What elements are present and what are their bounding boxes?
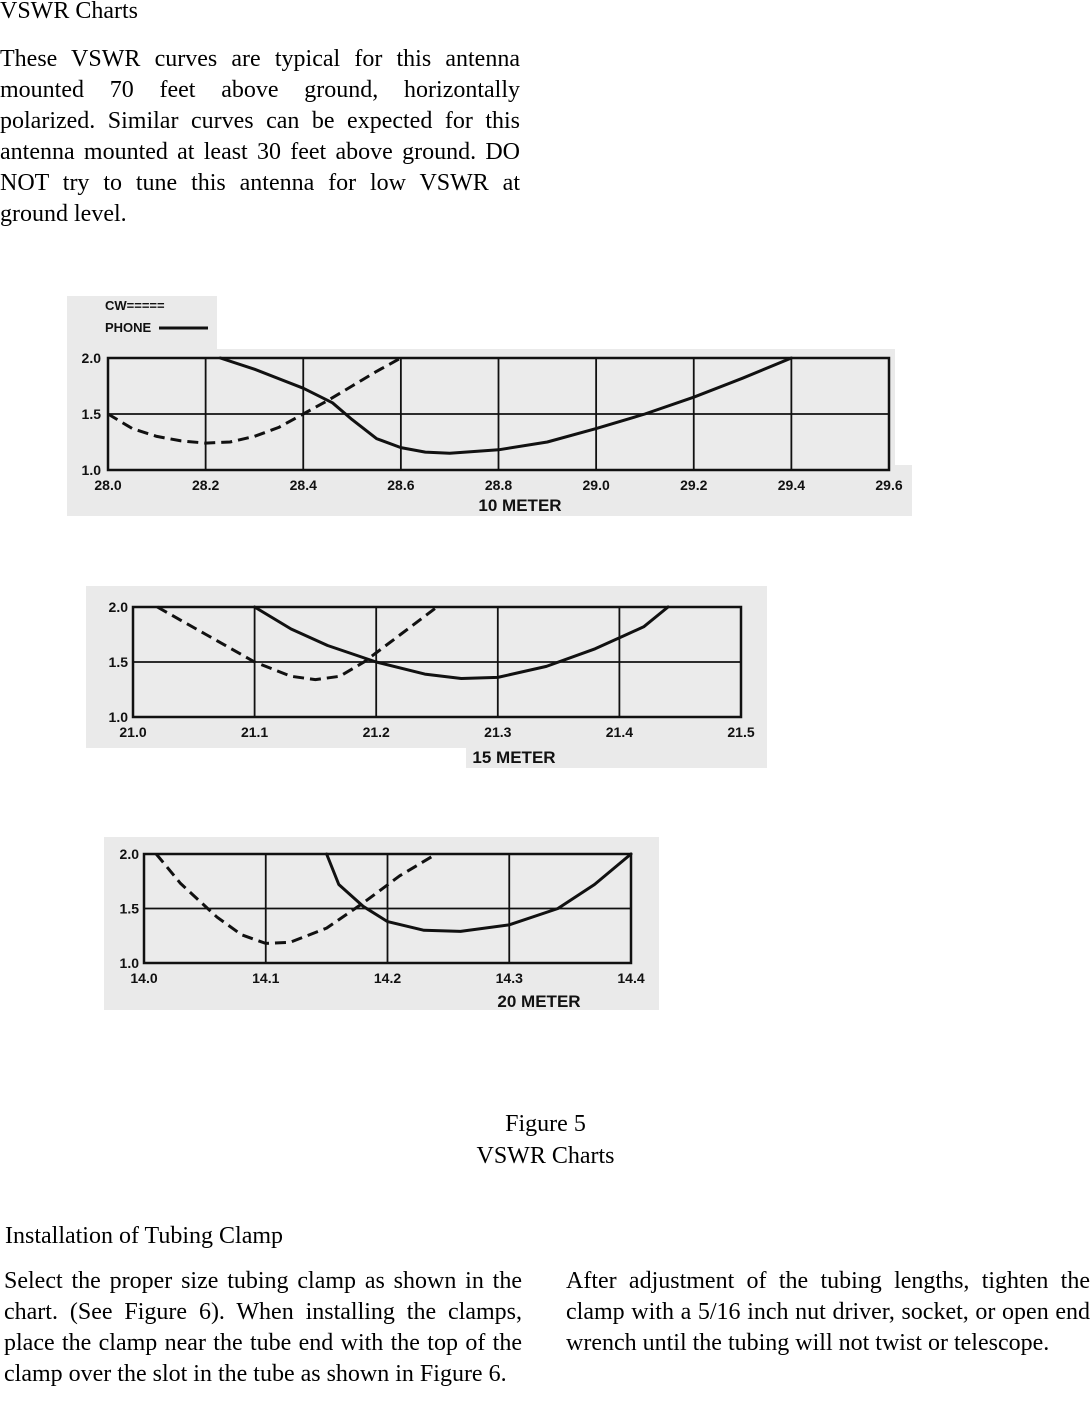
y-tick-label: 1.0 — [119, 955, 139, 971]
x-tick-label: 28.6 — [387, 477, 415, 493]
x-tick-label: 14.2 — [373, 970, 402, 986]
clamp-paragraph-right: After adjustment of the tubing lengths, tighten the clamp with a 5/16 inch nut driver, socket, or open end wrench until the tubing will not twist or telescope. — [566, 1268, 1090, 1356]
y-tick-label: 1.5 — [81, 406, 101, 422]
x-tick-label: 21.4 — [605, 724, 634, 740]
legend-phone-label: PHONE — [105, 320, 152, 335]
x-tick-label: 29.4 — [777, 477, 805, 493]
x-tick-label: 21.3 — [484, 724, 512, 740]
section-heading-tubing-clamp: Installation of Tubing Clamp — [5, 1223, 284, 1249]
intro-paragraph: These VSWR curves are typical for this antenna mounted 70 feet above ground, horizontally polarized. Similar curves can be expected for this antenna mounted at least 30 feet above ground. DO NOT try to tune this antenna for low VSWR at ground level. — [0, 46, 520, 227]
x-axis-title: 20 METER — [497, 992, 581, 1010]
vswr-chart-15-meter-svg — [86, 586, 767, 768]
y-tick-label: 2.0 — [108, 599, 128, 615]
legend-cw-label: CW===== — [105, 298, 165, 313]
y-tick-label: 2.0 — [81, 350, 101, 366]
clamp-paragraph-left: Select the proper size tubing clamp as shown in the chart. (See Figure 6). When installing the clamps, place the clamp near the tube end with the top of the clamp over the slot in the tube as shown in Figure 6. — [4, 1268, 522, 1387]
plot-area — [82, 350, 903, 493]
vswr-chart-20-meter-svg — [104, 837, 659, 1010]
x-tick-label: 29.6 — [875, 477, 903, 493]
vswr-chart-10-meter-svg — [67, 296, 912, 516]
x-tick-label: 14.3 — [495, 970, 523, 986]
vswr-chart-15-meter — [86, 586, 767, 768]
x-tick-label: 21.5 — [727, 724, 755, 740]
x-tick-label: 28.8 — [484, 477, 513, 493]
x-tick-label: 21.2 — [362, 724, 390, 740]
y-tick-label: 1.0 — [81, 462, 101, 478]
x-tick-label: 14.0 — [130, 970, 158, 986]
x-tick-label: 14.4 — [617, 970, 645, 986]
x-axis-title: 10 METER — [478, 496, 562, 515]
y-tick-label: 1.5 — [108, 654, 128, 670]
y-tick-label: 1.0 — [108, 709, 128, 725]
plot-area — [120, 846, 645, 986]
figure-caption-title: VSWR Charts — [476, 1143, 615, 1169]
x-axis-title: 15 METER — [472, 748, 556, 767]
x-tick-label: 28.4 — [289, 477, 317, 493]
section-heading-vswr-charts: VSWR Charts — [0, 0, 138, 24]
x-tick-label: 29.0 — [582, 477, 610, 493]
x-tick-label: 28.0 — [94, 477, 122, 493]
x-tick-label: 21.0 — [119, 724, 147, 740]
x-tick-label: 29.2 — [680, 477, 708, 493]
x-tick-label: 14.1 — [252, 970, 280, 986]
x-tick-label: 28.2 — [192, 477, 220, 493]
figure-caption-number: Figure 5 — [505, 1111, 586, 1137]
y-tick-label: 2.0 — [119, 846, 139, 862]
x-tick-label: 21.1 — [240, 724, 269, 740]
vswr-chart-20-meter — [104, 837, 659, 1010]
y-tick-label: 1.5 — [119, 900, 139, 917]
plot-area — [109, 599, 755, 740]
vswr-chart-10-meter — [67, 296, 912, 516]
